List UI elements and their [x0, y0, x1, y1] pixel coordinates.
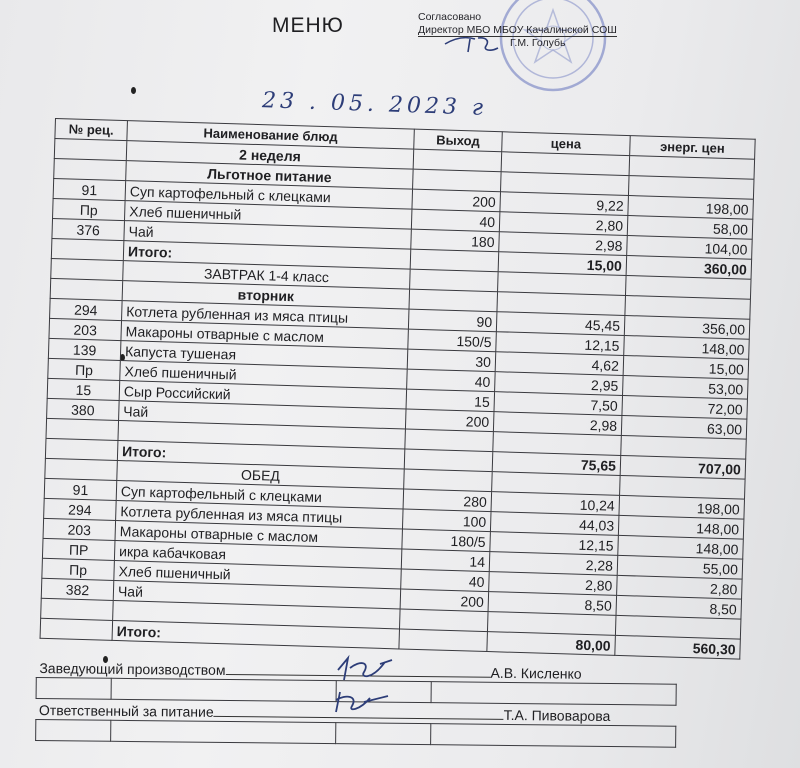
dish-output: 90 — [408, 309, 497, 332]
dish-energy: 198,00 — [619, 495, 745, 519]
col-header-price: цена — [502, 132, 631, 156]
handwritten-date: 23 . 05. 2023 г — [261, 88, 488, 121]
recipe-code: 91 — [44, 478, 117, 500]
dish-energy: 53,00 — [623, 375, 749, 399]
dish-price: 2,98 — [493, 412, 622, 436]
col-header-energy: энерг. цен — [630, 136, 756, 160]
recipe-code: 203 — [49, 318, 122, 340]
dish-energy: 58,00 — [627, 216, 753, 240]
dish-price: 2,80 — [489, 572, 618, 596]
recipe-code: Пр — [48, 358, 121, 380]
total-energy: 360,00 — [626, 256, 752, 280]
dish-output: 40 — [407, 369, 496, 392]
handwritten-signature-icon — [330, 650, 410, 690]
dish-output: 30 — [407, 349, 496, 372]
total-price: 80,00 — [487, 632, 616, 656]
col-header-output: Выход — [414, 129, 503, 152]
approval-position: Директор МБО МБОУ Качалинской СОШ — [418, 23, 617, 36]
catering-officer-label: Ответственный за питание — [38, 702, 214, 720]
dish-price: 2,98 — [499, 232, 628, 256]
page-title: МЕНЮ — [272, 14, 344, 37]
col-header-dish: Наименование блюд — [127, 121, 414, 150]
dish-name: Котлета рубленная из мяса птицы — [116, 500, 403, 529]
dish-output: 15 — [406, 389, 495, 412]
dish-name: Макароны отварные с маслом — [121, 321, 408, 350]
dish-name: Чай — [119, 401, 406, 430]
dish-price: 45,45 — [496, 312, 625, 336]
menu-table — [40, 118, 756, 660]
dish-name: Суп картофельный с клецками — [116, 480, 403, 509]
dish-energy: 148,00 — [624, 335, 750, 359]
dish-energy: 198,00 — [628, 196, 754, 220]
dish-name: Капуста тушеная — [120, 341, 407, 370]
recipe-code: Пр — [42, 558, 115, 580]
dish-price: 44,03 — [490, 512, 619, 536]
dish-energy: 8,50 — [616, 595, 742, 619]
section-heading: ОБЕД — [117, 461, 404, 490]
recipe-code: 15 — [47, 378, 120, 400]
dish-name: Макароны отварные с маслом — [115, 520, 402, 549]
total-energy: 707,00 — [620, 455, 746, 479]
dish-energy: 15,00 — [623, 355, 749, 379]
approval-signatory: Г.М. Голубь — [510, 37, 566, 49]
dish-name: Сыр Российский — [119, 381, 406, 410]
dish-output: 40 — [401, 569, 490, 592]
dish-name: Котлета рубленная из мяса птицы — [122, 301, 409, 330]
dish-price: 2,95 — [495, 372, 624, 396]
recipe-code: ПР — [42, 538, 115, 560]
dish-output: 150/5 — [408, 329, 497, 352]
dish-output: 180/5 — [402, 529, 491, 552]
recipe-code: Пр — [53, 198, 126, 220]
dish-name: Чай — [113, 580, 400, 609]
total-label: Итого: — [112, 620, 399, 649]
dish-output: 200 — [412, 189, 501, 212]
dish-name: Хлеб пшеничный — [114, 560, 401, 589]
catering-officer-name: Т.А. Пивоварова — [503, 706, 611, 725]
dish-output: 200 — [405, 409, 494, 432]
recipe-code: 376 — [52, 218, 125, 240]
recipe-code: 294 — [50, 298, 123, 320]
dish-output: 40 — [411, 209, 500, 232]
dish-name: Хлеб пшеничный — [120, 361, 407, 390]
dish-output: 200 — [400, 589, 489, 612]
section-heading: 2 неделя — [126, 141, 413, 170]
dish-name: Хлеб пшеничный — [124, 201, 411, 230]
dish-price: 9,22 — [500, 192, 629, 216]
recipe-code: 380 — [47, 398, 120, 420]
total-price: 75,65 — [492, 452, 621, 476]
col-header-code: № рец. — [55, 119, 128, 141]
ink-mark-icon — [131, 87, 136, 94]
dish-output: 280 — [403, 489, 492, 512]
recipe-code: 382 — [41, 578, 114, 600]
total-label: Итого: — [123, 241, 410, 270]
dish-energy: 2,80 — [617, 575, 743, 599]
dish-output: 100 — [402, 509, 491, 532]
section-heading: вторник — [122, 281, 409, 310]
menu-table-body — [40, 139, 755, 660]
dish-name: Суп картофельный с клецками — [125, 181, 412, 210]
section-heading: Льготное питание — [126, 161, 413, 190]
dish-output: 14 — [401, 549, 490, 572]
dish-energy: 63,00 — [621, 415, 747, 439]
dish-energy: 104,00 — [627, 236, 753, 260]
total-price: 15,00 — [498, 252, 627, 276]
dish-name: Чай — [124, 221, 411, 250]
dish-price: 8,50 — [488, 592, 617, 616]
dish-price: 7,50 — [494, 392, 623, 416]
dish-energy: 148,00 — [618, 535, 744, 559]
dish-name: икра кабачковая — [114, 540, 401, 569]
recipe-code: 203 — [43, 518, 116, 540]
production-manager-label: Заведующий производством — [39, 660, 226, 678]
section-heading: ЗАВТРАК 1-4 класс — [123, 261, 410, 290]
dish-price: 2,80 — [499, 212, 628, 236]
handwritten-signature-icon — [330, 686, 400, 720]
dish-output: 180 — [411, 229, 500, 252]
dish-energy: 148,00 — [618, 515, 744, 539]
dish-energy: 356,00 — [624, 315, 750, 339]
recipe-code: 294 — [44, 498, 117, 520]
director-signature-icon — [440, 30, 510, 56]
dish-price: 12,15 — [490, 532, 619, 556]
total-energy: 560,30 — [615, 635, 741, 659]
dish-price: 2,28 — [489, 552, 618, 576]
dish-price: 12,15 — [496, 332, 625, 356]
dish-price: 4,62 — [495, 352, 624, 376]
recipe-code: 139 — [48, 338, 121, 360]
approval-heading: Согласовано — [418, 11, 482, 23]
production-manager-name: А.В. Кисленко — [490, 664, 582, 682]
total-label: Итого: — [117, 441, 404, 470]
dish-energy: 72,00 — [622, 395, 748, 419]
recipe-code: 91 — [53, 178, 126, 200]
dish-energy: 55,00 — [617, 555, 743, 579]
dish-price: 10,24 — [491, 492, 620, 516]
